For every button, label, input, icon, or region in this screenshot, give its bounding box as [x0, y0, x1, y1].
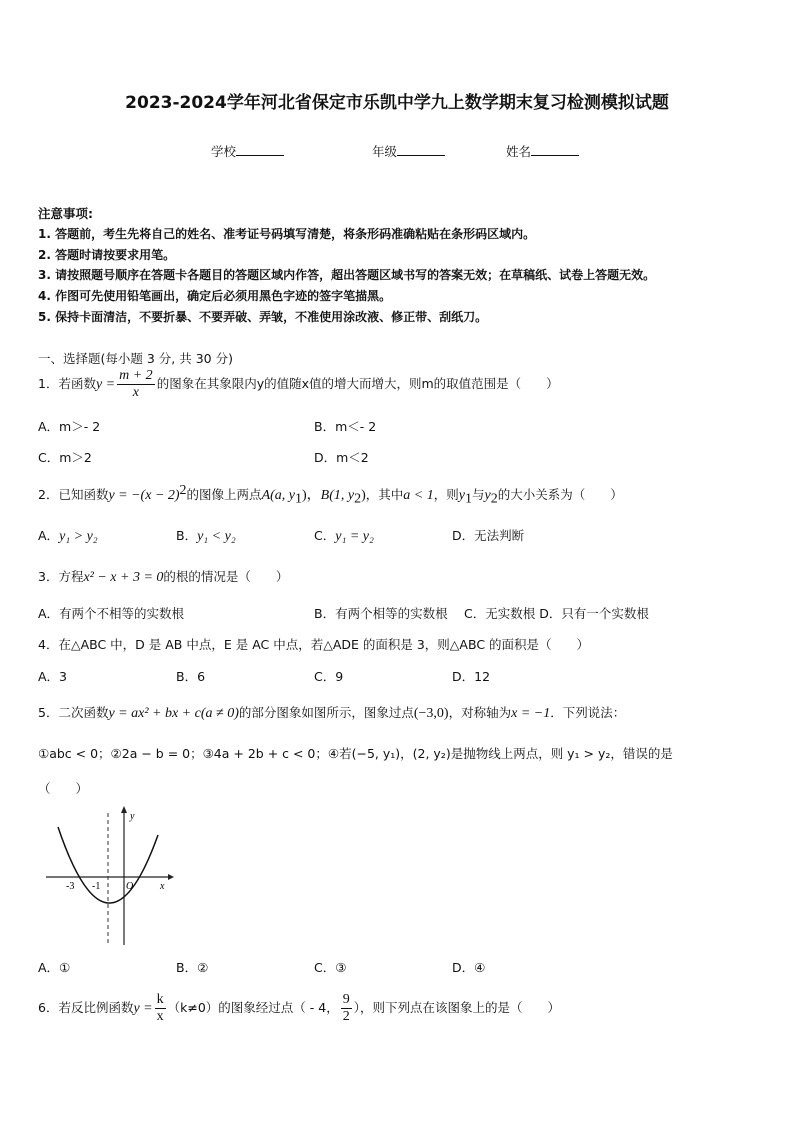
option-b: B．②	[176, 960, 209, 975]
option-a: A．①	[38, 960, 71, 975]
page-title: 2023-2024学年河北省保定市乐凯中学九上数学期末复习检测模拟试题	[125, 93, 669, 113]
question-5-statements: ①abc < 0；②2a − b = 0；③4a + 2b + c < 0；④若(−5, y₁)，(2, y₂)是抛物线上两点，则 y₁ > y₂，错误的是	[38, 746, 673, 761]
answer-paren: （ ）	[38, 781, 89, 796]
option-c: C．9	[314, 669, 344, 684]
option-a: A．有两个不相等的实数根	[38, 606, 185, 621]
tick-label-minus-1: -1	[92, 881, 101, 892]
fraction: $\frac{9}{2}$	[342, 992, 350, 1024]
x-axis-label: x	[160, 881, 165, 892]
name-label: 姓名	[506, 144, 532, 159]
option-a: A．y₁ > y₂	[38, 528, 98, 544]
option-d: D．m＜2	[314, 450, 369, 465]
option-b: B．y₁ < y₂	[176, 528, 236, 544]
school-field	[211, 142, 284, 160]
fraction: $\frac{m + 2}{x}$	[119, 368, 153, 400]
option-c: C．m＞2	[38, 450, 92, 465]
grade-label: 年级	[372, 144, 398, 159]
option-d: D．无法判断	[452, 528, 525, 543]
option-d: D．④	[452, 960, 486, 975]
note-item: 3. 请按照题号顺序在答题卡各题目的答题区域内作答，超出答题区域书写的答案无效；在草稿纸、试卷上答题无效。	[38, 268, 656, 282]
note-item: 2. 答题时请按要求用笔。	[38, 248, 176, 262]
notes-heading: 注意事项:	[38, 206, 93, 221]
option-c: C．③	[314, 960, 347, 975]
origin-label: O	[126, 881, 134, 892]
question-2: 2．已知函数$y = -(x - 2)^2$的图像上两点A(a, $y_1$)，B(1, $y_2$)，其中a < 1，则$y_1$与$y_2$的大小关系为（ ）	[38, 483, 623, 507]
question-5: 5．二次函数y = ax² + bx + c(a ≠ 0)的部分图象如图所示，图象过点(−3,0)，对称轴为x = −1．下列说法：	[38, 705, 626, 721]
question-4: 4．在△ABC 中，D 是 AB 中点，E 是 AC 中点，若△ADE 的面积是 3，则△ABC 的面积是（ ）	[38, 637, 590, 652]
question-1: 1．若函数y = $\frac{m + 2}{x}$ 的图象在其象限内y的值随x值的增大而增大，则m的取值范围是（ ）	[38, 368, 559, 400]
fraction: $\frac{k}{x}$	[156, 992, 164, 1024]
tick-label-minus-3: -3	[66, 881, 75, 892]
question-6: 6．若反比例函数y = $\frac{k}{x}$ （k≠0）的图象经过点（ - 4， $\frac{9}{2}$ ），则下列点在该图象上的是（ ）	[38, 992, 560, 1024]
note-item: 5. 保持卡面清洁，不要折暴、不要弄破、弄皱，不准使用涂改液、修正带、刮纸刀。	[38, 310, 488, 324]
section-heading: 一、选择题(每小题 3 分, 共 30 分)	[38, 351, 233, 366]
option-a: A．m＞- 2	[38, 419, 101, 434]
option-b: B．m＜- 2	[314, 419, 377, 434]
y-axis-label: y	[130, 811, 135, 822]
question-3: 3．方程x² − x + 3 = 0的根的情况是（ ）	[38, 569, 289, 585]
option-b: B．6	[176, 669, 206, 684]
school-label: 学校	[211, 144, 237, 159]
note-item: 4. 作图可先使用铅笔画出，确定后必须用黑色字迹的签字笔描黑。	[38, 289, 392, 303]
grade-field	[372, 142, 445, 160]
option-a: A．3	[38, 669, 68, 684]
options-bcd: B．有两个相等的实数根 C．无实数根 D．只有一个实数根	[314, 606, 649, 621]
parabola-graph	[38, 805, 178, 950]
y-axis-arrow	[121, 806, 127, 813]
name-field	[506, 142, 579, 160]
x-axis-arrow	[168, 874, 174, 880]
option-d: D．12	[452, 669, 491, 684]
option-c: C．y₁ = y₂	[314, 528, 374, 544]
note-item: 1. 答题前，考生先将自己的姓名、准考证号码填写清楚，将条形码准确粘贴在条形码区域内。	[38, 227, 536, 241]
